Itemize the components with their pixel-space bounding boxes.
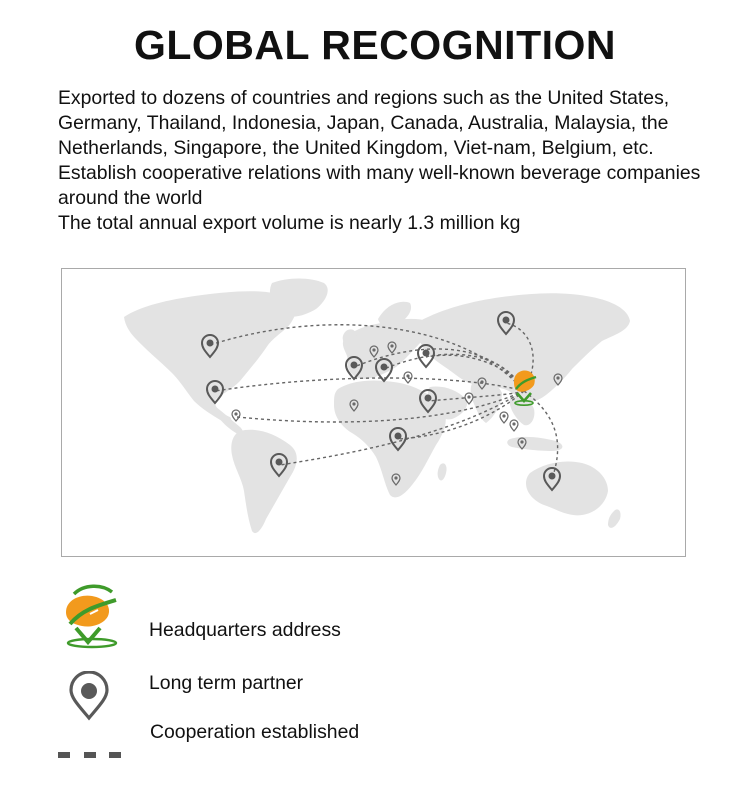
land-india: [471, 381, 502, 424]
hq-legend-icon: [62, 584, 122, 650]
dashed-line-icon: [58, 751, 122, 759]
world-map-graphic: [62, 269, 687, 558]
pin-small-vietnam: [510, 420, 518, 431]
land-indonesia: [507, 437, 562, 451]
pin-small-turkey: [404, 372, 412, 383]
legend-cooperation-label: Cooperation established: [150, 721, 360, 743]
pin-small-thailand: [500, 412, 508, 423]
intro-paragraph-cooperation: Establish cooperative relations with many well-known beverage companies around the world: [58, 162, 701, 209]
page-title: GLOBAL RECOGNITION: [133, 22, 617, 68]
partner-pin-icon: [68, 671, 110, 721]
intro-paragraph-countries: Exported to dozens of countries and regions such as the United States, Germany, Thailand, Indonesia, Japan, Canada, Australia, Malaysia, the Netherlands, Singapore, the United Kingdom, Viet-nam, Belgium, etc.: [58, 87, 670, 159]
land-new-zealand: [608, 509, 621, 527]
intro-text: [58, 86, 708, 236]
world-map: [61, 268, 686, 557]
land-australia: [526, 461, 608, 515]
legend-partner-label: Long term partner: [149, 672, 304, 694]
intro-paragraph-volume: The total annual export volume is nearly 1.3 million kg: [58, 212, 521, 234]
legend-headquarters-label: Headquarters address: [149, 619, 341, 641]
land-madagascar: [438, 463, 447, 480]
landmasses: [124, 279, 630, 534]
land-south-america: [231, 430, 296, 533]
pin-small-mexico: [232, 410, 240, 421]
